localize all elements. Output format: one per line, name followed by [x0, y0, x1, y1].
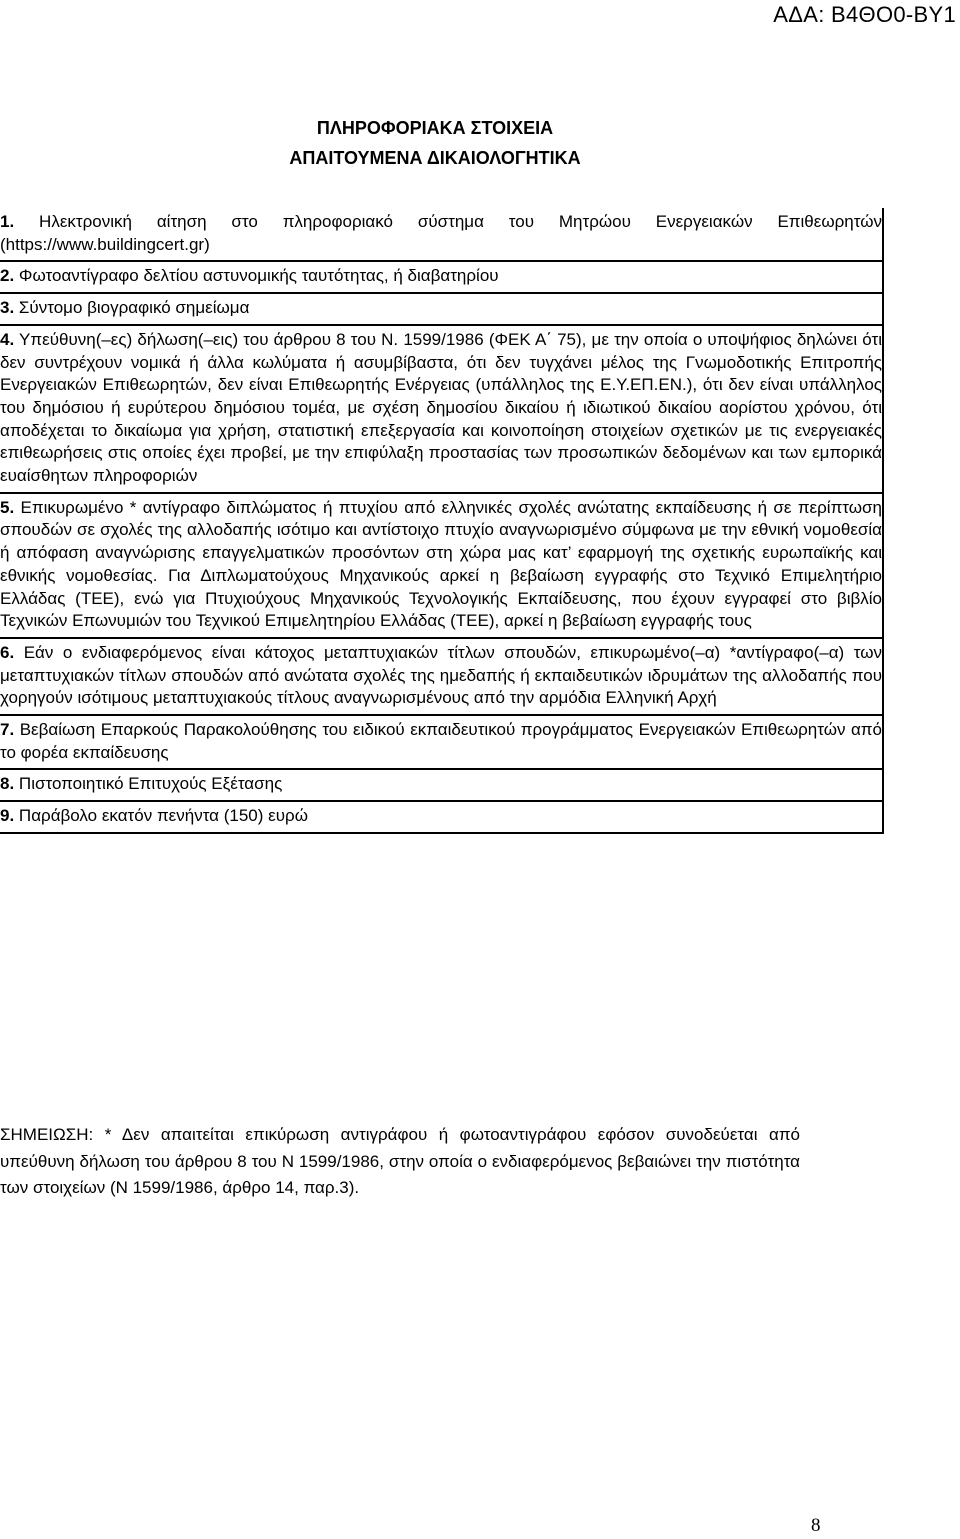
item-number: 3.: [0, 298, 15, 318]
item-number: 8.: [0, 774, 15, 794]
table-row: [0, 261, 883, 293]
list-item: [0, 208, 883, 261]
item-text: Επικυρωμένο * αντίγραφο διπλώματος ή πτυχίου από ελληνικές σχολές ανώτατης εκπαίδευσης ή σε περίπτωση σπουδών σε σχολές της αλλοδαπής ισότιμο και αντίστοιχο πτυχίο αναγνωρισμένο σύμφωνα με την εθνική νομοθεσία ή απόφαση αναγνώρισης επαγγελματικών προσόντων στη χώρα μας κατ’ εφαρμογή της σχετικής ευρωπαϊκής και εθνικής νομοθεσίας. Για Διπλωματούχους Μηχανικούς αρκεί η βεβαίωση εγγραφής στο Τεχνικό Επιμελητήριο Ελλάδας (ΤΕΕ), ενώ για Πτυχιούχους Μηχανικούς Τεχνολογικής Εκπαίδευσης, που έχουν εγγραφεί στο βιβλίο Τεχνικών Επωνυμιών του Τεχνικού Επιμελητηρίου Ελλάδας (ΤΕΕ), αρκεί η βεβαίωση εγγραφής τους: [0, 497, 882, 631]
item-text: Ηλεκτρονική αίτηση στο πληροφοριακό σύστημα του Μητρώου Ενεργειακών Επιθεωρητών (https://www.buildingcert.gr): [0, 212, 882, 254]
table-row: [0, 715, 883, 769]
page-number: 8: [811, 1515, 821, 1536]
item-number: 6.: [0, 642, 15, 662]
item-number: 7.: [0, 720, 15, 740]
item-text: Εάν ο ενδιαφερόμενος είναι κάτοχος μεταπτυχιακών τίτλων σπουδών, επικυρωμένο(–α) *αντίγραφο(–α) των μεταπτυχιακών τίτλων σπουδών από ανώτατα σχολές της ημεδαπής ή εκπαιδευτικών ιδρυμάτων της αλλοδαπής που χορηγούν ισότιμους μεταπτυχιακούς τίτλους αναγνωρισμένους από την αρμόδια Ελληνική Αρχή: [0, 642, 882, 708]
list-item: [0, 325, 883, 493]
item-text: Βεβαίωση Επαρκούς Παρακολούθησης του ειδικού εκπαιδευτικού προγράμματος Ενεργειακών Επιθεωρητών από το φορέα εκπαίδευσης: [0, 720, 882, 762]
item-text: Σύντομο βιογραφικό σημείωμα: [18, 298, 250, 318]
document-titles: [0, 113, 870, 173]
item-number: 9.: [0, 806, 15, 826]
item-text: Υπεύθυνη(–ες) δήλωση(–εις) του άρθρου 8 του Ν. 1599/1986 (ΦΕΚ Α΄ 75), με την οποία ο υποψήφιος δηλώνει ότι δεν συντρέχουν νομικά ή άλλα κωλύματα ή ασυμβίβαστα, ότι δεν τυγχάνει μέλος της Γνωμοδοτικής Επιτροπής Ενεργειακών Επιθεωρητών, δεν είναι Επιθεωρητής Ενέργειας (υπάλληλος της Ε.Υ.ΕΠ.ΕΝ.), ότι δεν είναι υπάλληλος του δημόσιου ή ευρύτερου δημόσιου τομέα, με σχέση δημοσίου δικαίου ή ιδιωτικού δικαίου αορίστου χρόνου, ότι αποδέχεται το δικαίωμα για χρήση, στατιστική επεξεργασία και κοινοποίηση στοιχείων σχετικών με τις ενεργειακές επιθεωρήσεις στις οποίες έχει προβεί, με την επιφύλαξη προστασίας των προσωπικών δεδομένων και των εμπορικά ευαίσθητων πληροφοριών: [0, 329, 882, 486]
list-item: [0, 715, 883, 769]
item-text: Παράβολο εκατόν πενήντα (150) ευρώ: [18, 806, 308, 826]
table-row: [0, 293, 883, 325]
item-number: 2.: [0, 266, 15, 286]
title-info: ΠΛΗΡΟΦΟΡΙΑΚΑ ΣΤΟΙΧΕΙΑ: [316, 118, 554, 138]
table-row: [0, 493, 883, 638]
list-item: [0, 638, 883, 715]
list-item: [0, 493, 883, 638]
item-number: 1.: [0, 212, 15, 231]
table-row: [0, 325, 883, 493]
item-text: Πιστοποιητικό Επιτυχούς Εξέτασης: [18, 774, 283, 794]
list-item: [0, 801, 883, 833]
list-item: [0, 261, 883, 293]
table-row: [0, 638, 883, 715]
list-item: [0, 293, 883, 325]
item-number: 4.: [0, 329, 15, 349]
item-text: Φωτοαντίγραφο δελτίου αστυνομικής ταυτότητας, ή διαβατηρίου: [18, 266, 499, 286]
documents-table: [0, 208, 884, 834]
ada-code: ΑΔΑ: Β4ΘΟ0-ΒΥ1: [773, 2, 956, 27]
title-required-documents: ΑΠΑΙΤΟΥΜΕΝΑ ΔΙΚΑΙΟΛΟΓΗΤΙΚΑ: [289, 148, 581, 168]
footnote: ΣΗΜΕΙΩΣΗ: * Δεν απαιτείται επικύρωση αντιγράφου ή φωτοαντιγράφου εφόσον συνοδεύεται από υπεύθυνη δήλωση του άρθρου 8 του Ν 1599/1986, στην οποία ο ενδιαφερόμενος βεβαιώνει την πιστότητα των στοιχείων (Ν 1599/1986, άρθρο 14, παρ.3).: [0, 1125, 800, 1197]
table-row: [0, 801, 883, 833]
table-row: [0, 208, 883, 261]
item-number: 5.: [0, 497, 15, 517]
list-item: [0, 769, 883, 801]
table-row: [0, 769, 883, 801]
